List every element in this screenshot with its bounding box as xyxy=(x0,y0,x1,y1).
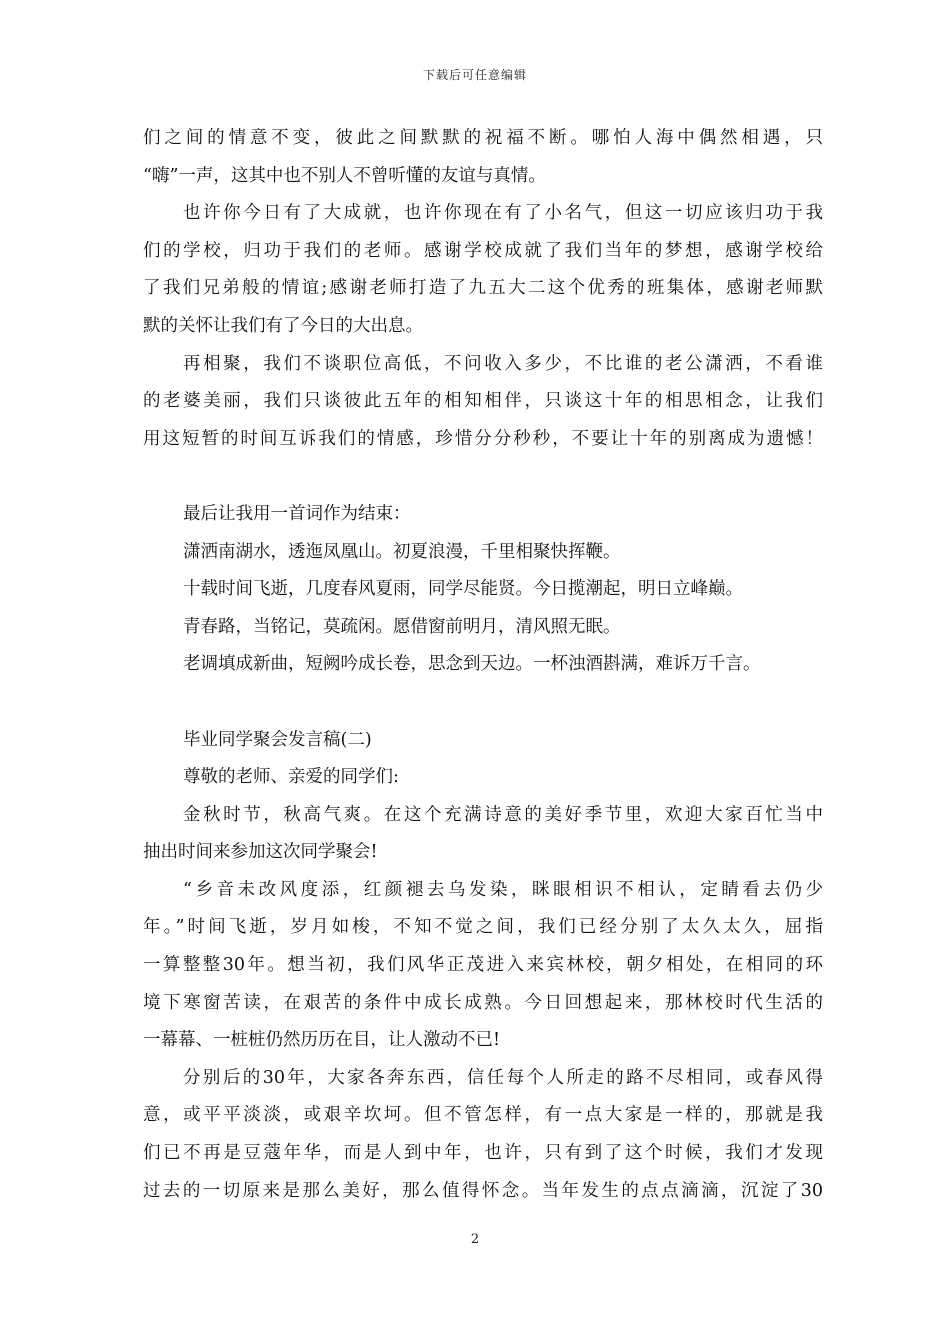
text-line: 的老婆美丽，我们只谈彼此五年的相知相伴，只谈这十年的相思相念，让我们 xyxy=(143,391,823,412)
blank-line xyxy=(143,684,823,722)
blank-line xyxy=(143,458,823,496)
poem-line: 青春路，当铭记，莫疏闲。愿借窗前明月，清风照无眠。 xyxy=(183,616,621,637)
poem-line: 潇洒南湖水，透迤凤凰山。初夏浪漫，千里相聚快挥鞭。 xyxy=(183,541,621,562)
page-number: 2 xyxy=(470,1232,480,1247)
text-line: 用这短暂的时间互诉我们的情感，珍惜分分秒秒，不要让十年的别离成为遗憾！ xyxy=(143,428,823,449)
poem-intro: 最后让我用一首词作为结束： xyxy=(183,503,411,524)
text-line: 们的学校，归功于我们的老师。感谢学校成就了我们当年的梦想，感谢学校给 xyxy=(143,240,823,261)
paragraph-start: “乡音未改风度添，红颜褪去乌发染，眯眼相识不相认，定睛看去仍少 xyxy=(183,879,823,900)
paragraph-start: 分别后的30年，大家各奔东西，信任每个人所走的路不尽相同，或春风得 xyxy=(183,1067,823,1088)
paragraph-start: 也许你今日有了大成就，也许你现在有了小名气，但这一切应该归功于我 xyxy=(183,203,823,224)
poem-line: 十载时间飞逝，几度春风夏雨，同学尽能贤。今日揽潮起，明日立峰巅。 xyxy=(183,579,743,600)
paragraph-start: 金秋时节，秋高气爽。在这个充满诗意的美好季节里，欢迎大家百忙当中 xyxy=(183,804,823,825)
text-line: 一幕幕、一桩桩仍然历历在目，让人激动不已! xyxy=(143,1030,501,1051)
salutation: 尊敬的老师、亲爱的同学们: xyxy=(183,767,399,788)
poem-line: 老调填成新曲，短阙吟成长卷，思念到天边。一杯浊酒斟满，难诉万千言。 xyxy=(183,654,761,675)
text-line: 们已不再是豆蔻年华，而是人到中年，也许，只有到了这个时候，我们才发现 xyxy=(143,1143,823,1164)
section-title: 毕业同学聚会发言稿(二) xyxy=(183,729,372,750)
text-line: 默的关怀让我们有了今日的大出息。 xyxy=(143,315,423,336)
text-line: 们之间的情意不变，彼此之间默默的祝福不断。哪怕人海中偶然相遇，只 xyxy=(143,128,823,148)
text-line: 年。”时间飞逝，岁月如梭，不知不觉之间，我们已经分别了太久太久，屈指 xyxy=(143,917,823,938)
paragraph-start: 再相聚，我们不谈职位高低，不问收入多少，不比谁的老公潇洒，不看谁 xyxy=(183,353,823,374)
text-line: 意，或平平淡淡，或艰辛坎坷。但不管怎样，有一点大家是一样的，那就是我 xyxy=(143,1105,823,1126)
text-line: 过去的一切原来是那么美好，那么值得怀念。当年发生的点点滴滴，沉淀了30 xyxy=(143,1180,823,1201)
text-line: 境下寒窗苦读，在艰苦的条件中成长成熟。今日回想起来，那林校时代生活的 xyxy=(143,992,823,1013)
text-line: “嗨”一声，这其中也不别人不曾听懂的友谊与真情。 xyxy=(143,165,546,186)
document-body xyxy=(143,120,823,1210)
text-line: 一算整整30年。想当初，我们风华正茂进入来宾林校，朝夕相处，在相同的环 xyxy=(143,955,823,976)
text-line: 了我们兄弟般的情谊;感谢老师打造了九五大二这个优秀的班集体，感谢老师默 xyxy=(143,278,823,299)
page-header: 下载后可任意编辑 xyxy=(422,68,527,82)
text-line: 抽出时间来参加这次同学聚会! xyxy=(143,842,378,863)
